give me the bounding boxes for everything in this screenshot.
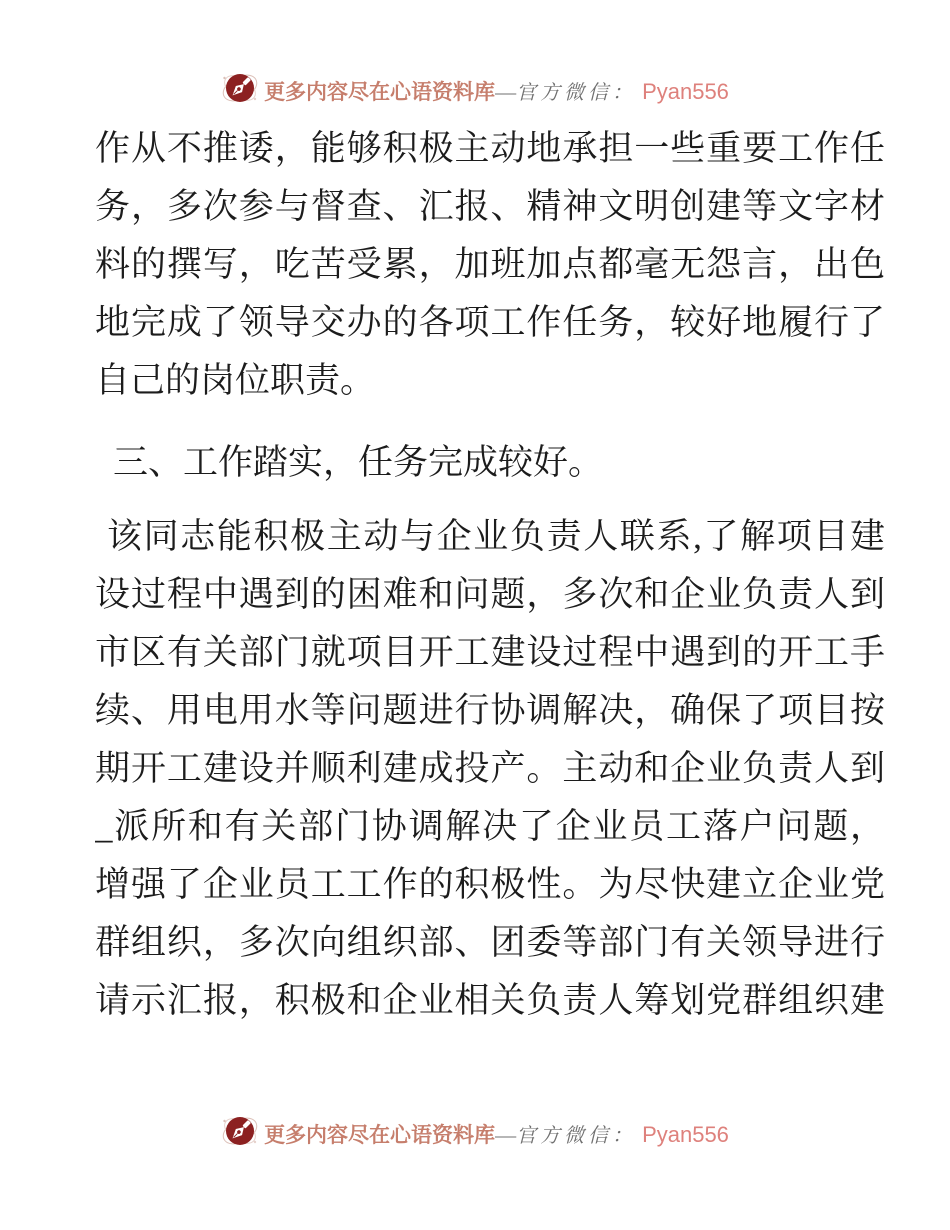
text-line: _派所和有关部门协调解决了企业员工落户问题， [95, 807, 885, 846]
paragraph-1 [95, 120, 885, 410]
text-line: 设过程中遇到的困难和问题，多次和企业负责人到 [95, 575, 885, 614]
brand-slogan: 更多内容尽在心语资料库 [264, 79, 496, 104]
text-line: 群组织，多次向组织部、团委等部门有关领导进行 [95, 923, 885, 962]
brand-wechat-id: Pyan556 [642, 78, 729, 104]
text-line: 自己的岗位职责。 [95, 361, 376, 400]
header-brand-text [264, 76, 729, 106]
brand-slogan: 更多内容尽在心语资料库 [264, 1122, 496, 1147]
footer-brand-text [264, 1119, 729, 1149]
text-line: 务，多次参与督查、汇报、精神文明创建等文字材 [95, 187, 885, 226]
text-line: 料的撰写，吃苦受累，加班加点都毫无怨言，出色 [95, 245, 885, 284]
footer-brandbar [0, 1109, 950, 1158]
text-line: 期开工建设并顺利建成投产。主动和企业负责人到 [95, 749, 885, 788]
text-line: 地完成了领导交办的各项工作任务，较好地履行了 [95, 303, 885, 342]
header-brandbar [0, 66, 950, 115]
text-line: 请示汇报，积极和企业相关负责人筹划党群组织建 [95, 981, 885, 1020]
brand-dash: — [495, 1122, 517, 1147]
document-body [95, 120, 885, 1030]
text-line: 作从不推诿，能够积极主动地承担一些重要工作任 [95, 129, 885, 168]
pen-logo-icon [221, 66, 259, 115]
brand-dash: — [495, 79, 517, 104]
text-line: 该同志能积极主动与企业负责人联系,了解项目建 [107, 517, 885, 556]
text-line: 续、用电用水等问题进行协调解决，确保了项目按 [95, 691, 885, 730]
text-line: 市区有关部门就项目开工建设过程中遇到的开工手 [95, 633, 885, 672]
pen-logo-icon [221, 1109, 259, 1158]
text-line: 增强了企业员工工作的积极性。为尽快建立企业党 [95, 865, 885, 904]
brand-wechat-label: 官方微信： [516, 1124, 637, 1147]
section-heading: 三、工作踏实，任务完成较好。 [113, 443, 604, 482]
paragraph-2 [95, 508, 885, 1030]
brand-wechat-id: Pyan556 [642, 1121, 729, 1147]
brand-wechat-label: 官方微信： [516, 81, 637, 104]
